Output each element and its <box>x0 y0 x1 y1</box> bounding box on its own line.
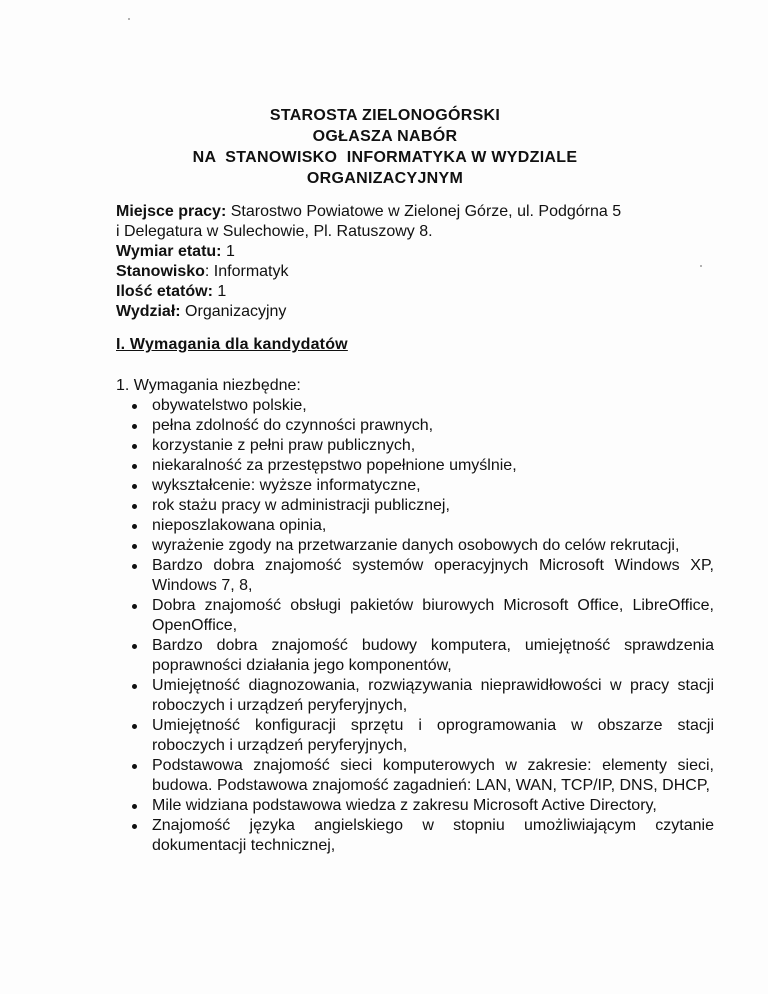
list-item-text: Bardzo dobra znajomość budowy komputera, umiejętność sprawdzenia poprawności działania jego komponentów, <box>152 637 714 674</box>
count-value: 1 <box>212 283 227 300</box>
position-row <box>116 262 716 282</box>
list-item <box>116 816 714 856</box>
list-item <box>116 416 714 436</box>
list-item <box>116 596 714 636</box>
bullet-icon <box>132 444 137 449</box>
list-item <box>116 716 714 756</box>
bullet-icon <box>132 764 137 769</box>
list-item <box>116 536 714 556</box>
requirements <box>116 376 716 856</box>
list-item-text: wyrażenie zgody na przetwarzanie danych osobowych do celów rekrutacji, <box>152 537 680 554</box>
job-info <box>116 202 716 322</box>
etat-row <box>116 242 716 262</box>
list-item-text: Bardzo dobra znajomość systemów operacyjnych Microsoft Windows XP, Windows 7, 8, <box>152 557 714 594</box>
list-item <box>116 496 714 516</box>
list-item <box>116 516 714 536</box>
list-item <box>116 456 714 476</box>
list-item <box>116 636 714 676</box>
list-item-text: Umiejętność konfiguracji sprzętu i oprogramowania w obszarze stacji roboczych i urządzeń peryferyjnych, <box>152 717 714 754</box>
list-item <box>116 676 714 716</box>
bullet-icon <box>132 424 137 429</box>
list-item-text: wykształcenie: wyższe informatyczne, <box>152 477 421 494</box>
requirements-list <box>116 396 716 856</box>
bullet-icon <box>132 544 137 549</box>
position-value: : Informatyk <box>204 263 289 280</box>
announcement-title <box>130 105 640 189</box>
scan-speck <box>128 18 130 20</box>
list-item <box>116 476 714 496</box>
title-line: NA STANOWISKO INFORMATYKA W WYDZIALE <box>192 149 578 166</box>
bullet-icon <box>132 644 137 649</box>
list-item-text: rok stażu pracy w administracji publicznej, <box>152 497 450 514</box>
list-item-text: niekaralność za przestępstwo popełnione umyślnie, <box>152 457 517 474</box>
bullet-icon <box>132 824 137 829</box>
list-item <box>116 796 714 816</box>
etat-value: 1 <box>221 243 235 260</box>
list-item-text: pełna zdolność do czynności prawnych, <box>152 417 434 434</box>
bullet-icon <box>132 724 137 729</box>
place-value: Starostwo Powiatowe w Zielonej Górze, ul. Podgórna 5 <box>226 203 622 220</box>
list-item-text: Mile widziana podstawowa wiedza z zakresu Microsoft Active Directory, <box>152 797 657 814</box>
section-heading: I. Wymagania dla kandydatów <box>116 336 348 353</box>
list-item-text: Podstawowa znajomość sieci komputerowych w zakresie: elementy sieci, budowa. Podstawowa znajomość zagadnień: LAN, WAN, TCP/IP, DNS, DHCP, <box>152 757 714 794</box>
bullet-icon <box>132 484 137 489</box>
dept-row <box>116 302 716 322</box>
count-row <box>116 282 716 302</box>
bullet-icon <box>132 684 137 689</box>
position-label: Stanowisko <box>116 263 205 280</box>
list-item-text: Dobra znajomość obsługi pakietów biurowych Microsoft Office, LibreOffice, OpenOffice, <box>152 597 714 634</box>
list-item-text: Umiejętność diagnozowania, rozwiązywania nieprawidłowości w pracy stacji roboczych i urządzeń peryferyjnych, <box>152 677 714 714</box>
title-line: STAROSTA ZIELONOGÓRSKI <box>269 107 501 124</box>
bullet-icon <box>132 504 137 509</box>
place-row-continued: i Delegatura w Sulechowie, Pl. Ratuszowy 8. <box>116 223 433 240</box>
bullet-icon <box>132 564 137 569</box>
place-label: Miejsce pracy: <box>116 203 227 220</box>
count-label: Ilość etatów: <box>116 283 213 300</box>
list-item-text: nieposzlakowana opinia, <box>152 517 327 534</box>
list-item-text: korzystanie z pełni praw publicznych, <box>152 437 416 454</box>
bullet-icon <box>132 604 137 609</box>
title-line: ORGANIZACYJNYM <box>306 170 464 187</box>
list-item-text: Znajomość języka angielskiego w stopniu umożliwiającym czytanie dokumentacji technicznej, <box>152 817 714 854</box>
bullet-icon <box>132 524 137 529</box>
list-item <box>116 756 714 796</box>
etat-label: Wymiar etatu: <box>116 243 222 260</box>
list-item <box>116 436 714 456</box>
dept-label: Wydział: <box>116 303 181 320</box>
title-line: OGŁASZA NABÓR <box>312 128 458 145</box>
list-item-text: obywatelstwo polskie, <box>152 397 307 414</box>
bullet-icon <box>132 404 137 409</box>
list-item <box>116 556 714 596</box>
bullet-icon <box>132 804 137 809</box>
list-item <box>116 396 714 416</box>
place-row <box>116 202 716 222</box>
bullet-icon <box>132 464 137 469</box>
dept-value: Organizacyjny <box>180 303 287 320</box>
requirements-title: 1. Wymagania niezbędne: <box>116 377 301 394</box>
